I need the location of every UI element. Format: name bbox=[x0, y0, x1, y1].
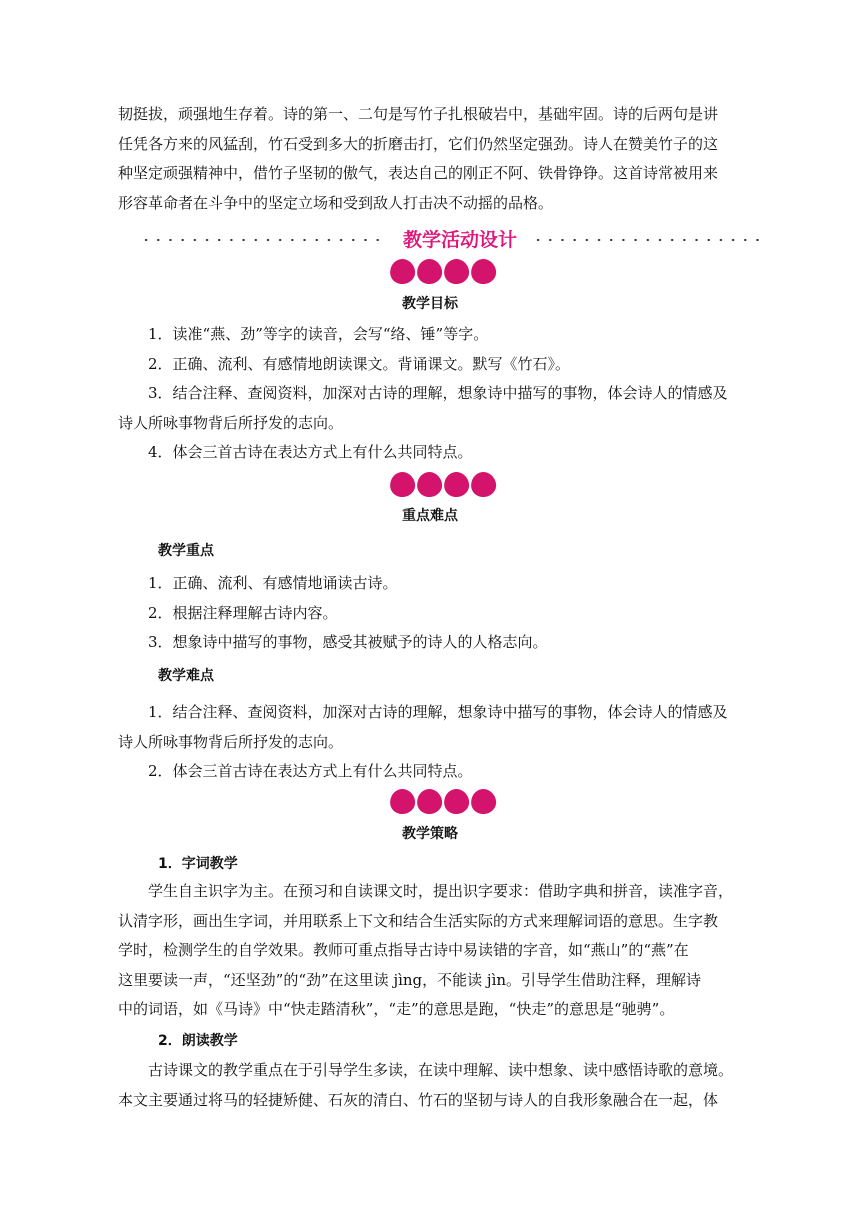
goals-list bbox=[118, 320, 742, 468]
petal-icon bbox=[415, 470, 443, 498]
section-banner bbox=[140, 226, 766, 254]
petal-icon bbox=[469, 257, 497, 285]
text-line: 韧挺拔，顽强地生存着。诗的第一、二句是写竹子扎根破岩中，基础牢固。诗的后两句是讲 bbox=[118, 105, 719, 123]
petal-icon bbox=[442, 470, 470, 498]
text-line: 形容革命者在斗争中的坚定立场和受到敌人打击决不动摇的品格。 bbox=[118, 193, 554, 212]
petal-icon bbox=[415, 257, 443, 285]
text-line: 这里要读一声，“还坚劲”的“劲”在这里读 jìng，不能读 jìn。引导学生借助注释，理解诗 bbox=[118, 970, 702, 989]
text-line: 本文主要通过将马的轻捷矫健、石灰的清白、竹石的坚韧与诗人的自我形象融合在一起，体 bbox=[118, 1090, 719, 1109]
text-line: 任凭各方来的风猛刮，竹石受到多大的折磨击打，它们仍然坚定强劲。诗人在赞美竹子的这 bbox=[118, 134, 719, 153]
section-title-strategy: 教学策略 bbox=[402, 826, 458, 842]
list-item: 1．正确、流利、有感情地诵读古诗。 bbox=[148, 574, 398, 592]
petal-icon bbox=[388, 257, 416, 285]
text-line: 种坚定顽强精神中，借竹子坚韧的傲气，表达自己的刚正不阿、铁骨铮铮。这首诗常被用来 bbox=[118, 164, 719, 182]
dotted-divider-left bbox=[140, 239, 388, 241]
list-item: 3．想象诗中描写的事物，感受其被赋予的诗人的人格志向。 bbox=[148, 633, 548, 651]
text-line: 中的词语，如《马诗》中“快走踏清秋”，“走”的意思是跑，“快走”的意思是“驰骋”。 bbox=[118, 1000, 675, 1018]
petal-icon bbox=[469, 787, 497, 815]
list-item: 1．结合注释、查阅资料，加深对古诗的理解，想象诗中描写的事物，体会诗人的情感及 bbox=[148, 703, 728, 721]
petal-icon bbox=[442, 257, 470, 285]
petal-icon bbox=[415, 787, 443, 815]
intro-paragraph bbox=[118, 100, 742, 218]
subheading-focus: 教学重点 bbox=[158, 543, 214, 559]
section-title-goals: 教学目标 bbox=[402, 296, 458, 312]
dotted-divider-right bbox=[532, 239, 766, 241]
subheading-reading: 2．朗读教学 bbox=[158, 1033, 238, 1049]
list-item: 4．体会三首古诗在表达方式上有什么共同特点。 bbox=[148, 443, 473, 461]
petal-icon bbox=[469, 470, 497, 498]
subheading-vocab: 1．字词教学 bbox=[158, 856, 238, 872]
difficulty-list bbox=[118, 698, 742, 787]
list-item: 2．正确、流利、有感情地朗读课文。背诵课文。默写《竹石》。 bbox=[148, 354, 571, 373]
text-line: 认清字形，画出生字词，并用联系上下文和结合生活实际的方式来理解词语的意思。生字教 bbox=[118, 911, 719, 930]
subheading-difficulty: 教学难点 bbox=[158, 668, 214, 684]
text-line: 古诗课文的教学重点在于引导学生多读，在读中理解、读中想象、读中感悟诗歌的意境。 bbox=[148, 1061, 734, 1079]
banner-title: 教学活动设计 bbox=[402, 229, 517, 251]
reading-paragraph bbox=[118, 1056, 742, 1115]
list-item: 3．结合注释、查阅资料，加深对古诗的理解，想象诗中描写的事物，体会诗人的情感及 bbox=[148, 384, 728, 402]
list-item: 1．读准“燕、劲”等字的读音，会写“络、锤”等字。 bbox=[148, 325, 489, 343]
vocab-paragraph bbox=[118, 877, 742, 1025]
list-item: 2．体会三首古诗在表达方式上有什么共同特点。 bbox=[148, 762, 473, 780]
petal-icon bbox=[388, 787, 416, 815]
petal-ornament bbox=[390, 472, 500, 502]
petal-icon bbox=[388, 470, 416, 498]
petal-icon bbox=[442, 787, 470, 815]
petal-ornament bbox=[390, 259, 500, 289]
list-item: 2．根据注释理解古诗内容。 bbox=[148, 603, 338, 622]
list-item-continuation: 诗人所咏事物背后所抒发的志向。 bbox=[118, 732, 344, 751]
petal-ornament bbox=[390, 789, 500, 819]
focus-list bbox=[118, 569, 742, 658]
list-item-continuation: 诗人所咏事物背后所抒发的志向。 bbox=[118, 413, 344, 432]
text-line: 学时，检测学生的自学效果。教师可重点指导古诗中易读错的字音，如“燕山”的“燕”在 bbox=[118, 941, 689, 959]
text-line: 学生自主识字为主。在预习和自读课文时，提出识字要求：借助字典和拼音，读准字音， bbox=[148, 882, 734, 900]
section-title-keypoints: 重点难点 bbox=[402, 508, 458, 524]
